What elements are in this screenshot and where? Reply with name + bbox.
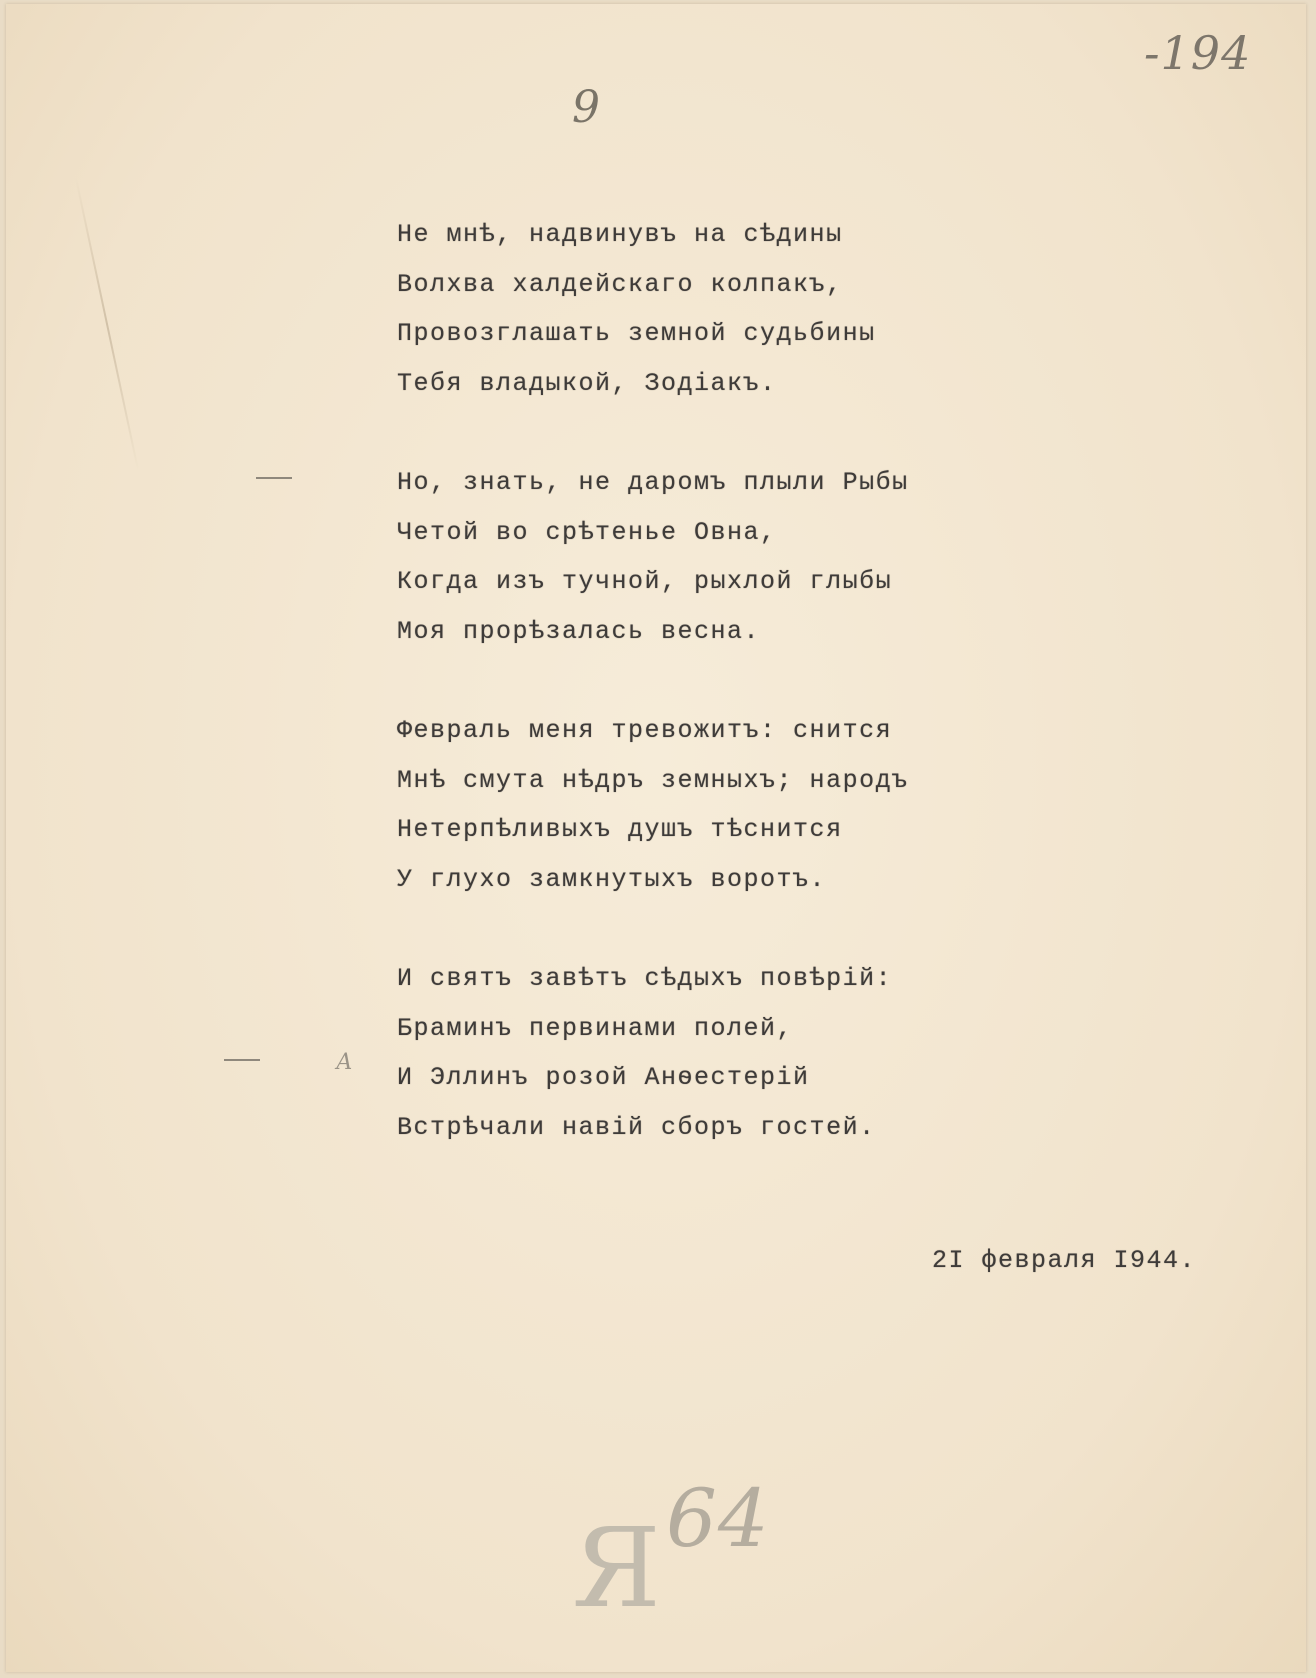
stanza-2 — [397, 458, 1157, 656]
archive-number: -194 — [1144, 26, 1252, 80]
margin-dash — [256, 477, 292, 479]
margin-mark: А — [336, 1050, 354, 1075]
poem-line: Провозглашать земной судьбины — [397, 319, 876, 348]
pencil-number: 64 — [666, 1472, 770, 1565]
page-number: 9 — [572, 82, 601, 133]
poem-line: Не мнѣ, надвинувъ на сѣдины — [397, 220, 843, 249]
poem-line: И Эллинъ розой Анѳестерій — [397, 1063, 810, 1092]
poem-text — [397, 210, 1157, 1152]
poem-line: Тебя владыкой, Зодіакъ. — [397, 368, 777, 398]
poem-line: Нетерпѣливыхъ душъ тѣснится — [397, 815, 843, 844]
poem-line: Четой во срѣтенье Овна, — [397, 517, 777, 547]
stanza-4 — [397, 954, 1157, 1152]
poem-line: И святъ завѣтъ сѣдыхъ повѣрій: — [397, 964, 893, 993]
pencil-letter: Я — [572, 1504, 662, 1632]
margin-dash — [224, 1059, 260, 1061]
poem-line: У глухо замкнутыхъ воротъ. — [397, 864, 827, 894]
poem-line: Встрѣчали навій сборъ гостей. — [397, 1112, 876, 1142]
poem-line: Волхва халдейскаго колпакъ, — [397, 269, 843, 299]
poem-line: Мнѣ смута нѣдръ земныхъ; народъ — [397, 765, 909, 795]
paper-fold-line — [75, 177, 139, 471]
poem-line: Моя прорѣзалась весна. — [397, 616, 761, 646]
stanza-3 — [397, 706, 1157, 904]
poem-line: Когда изъ тучной, рыхлой глыбы — [397, 567, 893, 596]
poem-line: Браминъ первинами полей, — [397, 1013, 794, 1043]
poem-line: Но, знать, не даромъ плыли Рыбы — [397, 468, 909, 497]
stanza-1 — [397, 210, 1157, 408]
poem-date: 2I февраля I944. — [932, 1246, 1197, 1275]
poem-line: Февраль меня тревожитъ: снится — [397, 716, 893, 745]
document-page — [6, 4, 1306, 1672]
